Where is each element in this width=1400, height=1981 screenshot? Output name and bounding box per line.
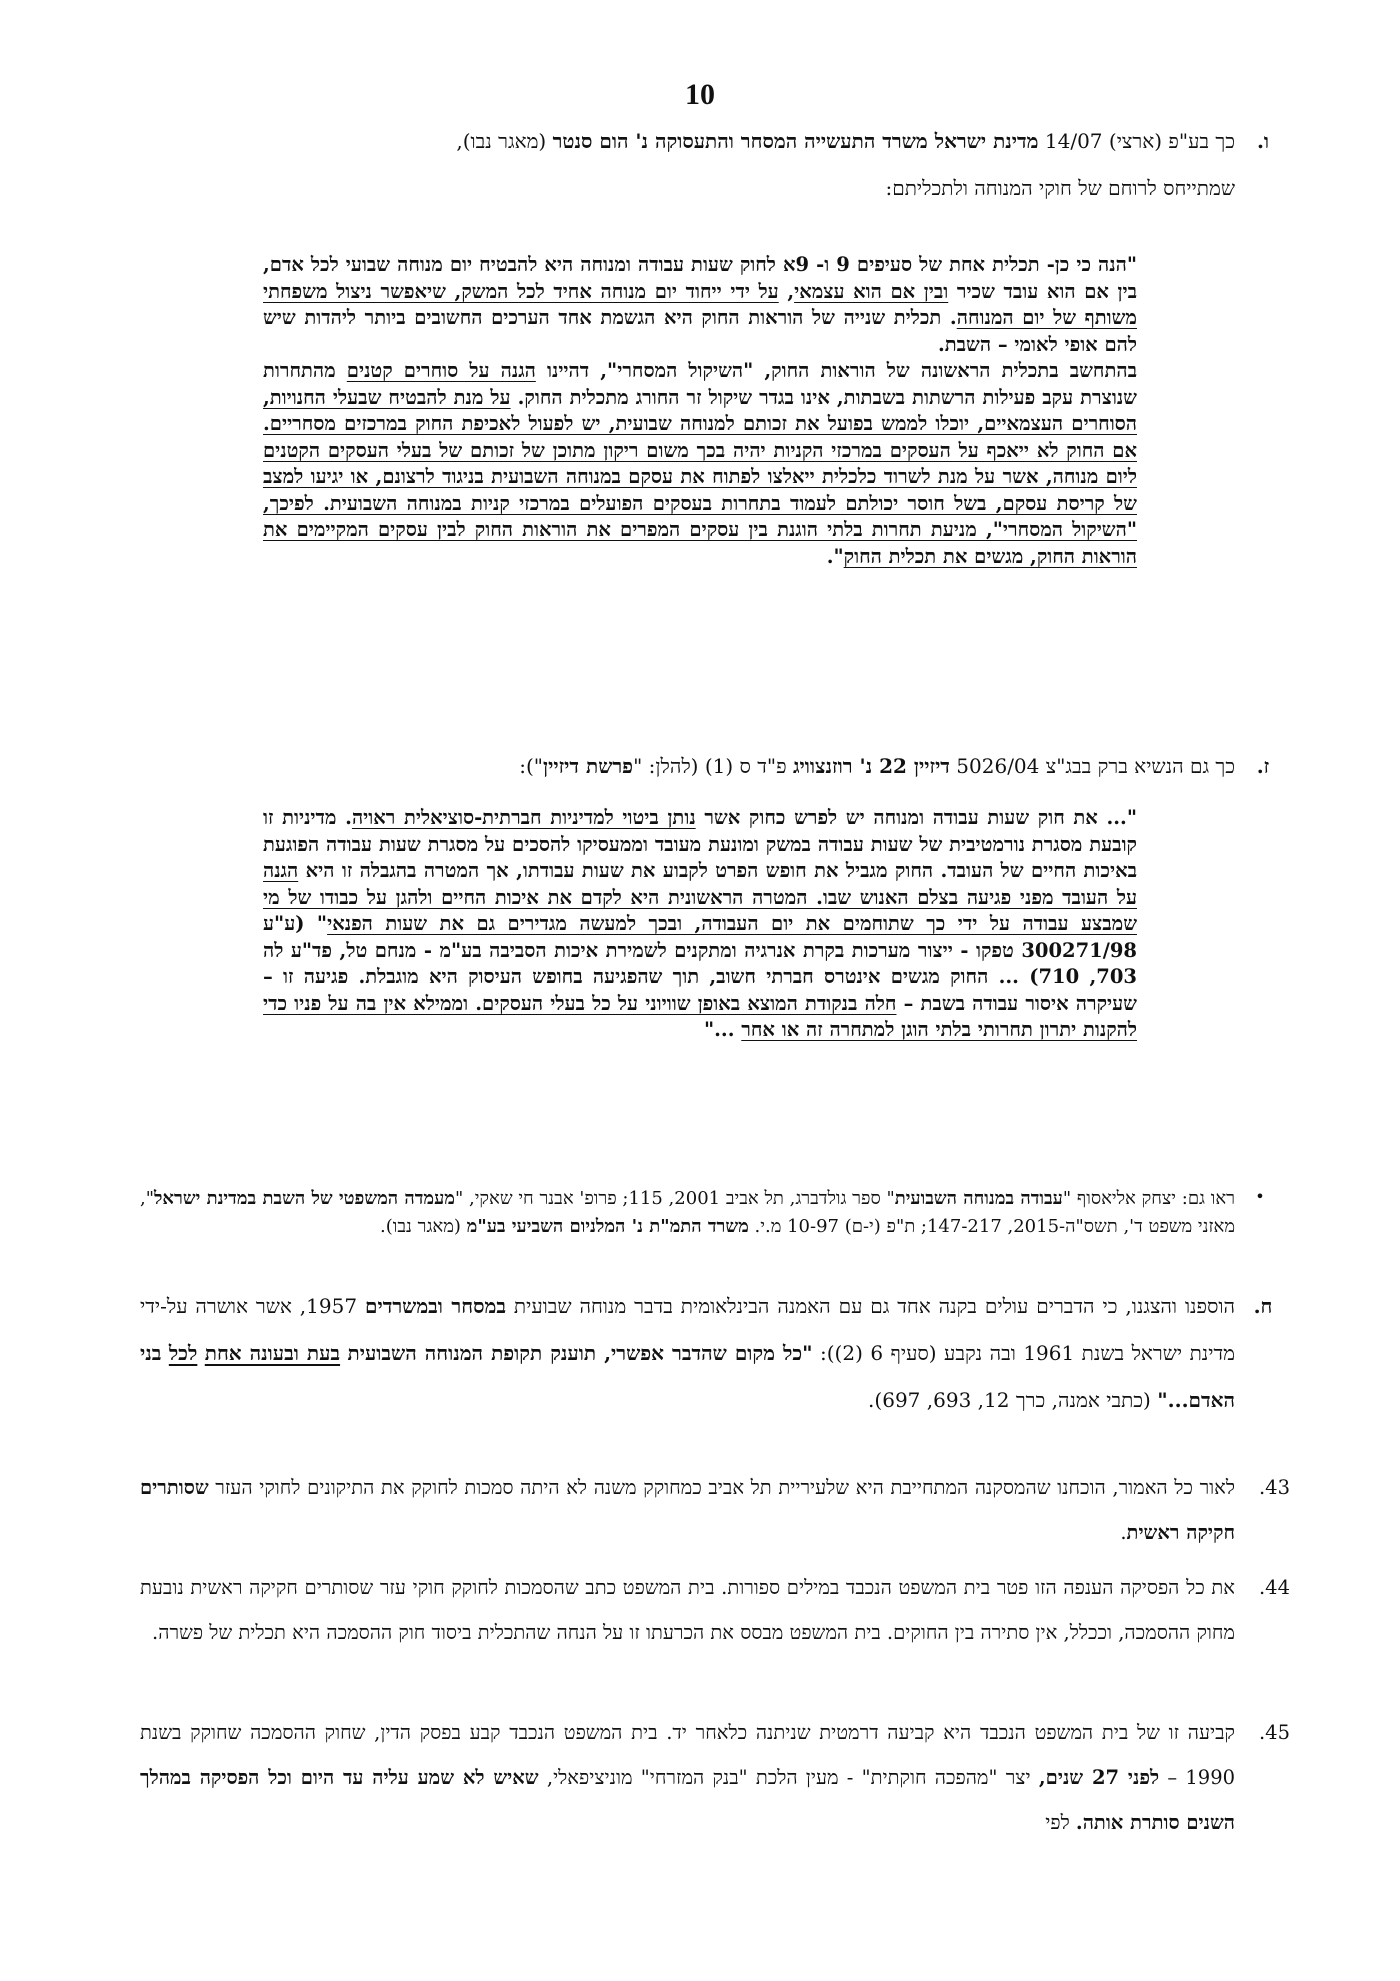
item-h-u1: בעת ובעונה אחת (204, 1341, 341, 1365)
paragraph-45-b2: שאיש לא שמע עליה עד היום וכל הפסיקה במהלך השנים סותרת אותה. (140, 1766, 1235, 1834)
paragraph-45-b1: לפני 27 שנים, (1038, 1766, 1160, 1789)
note-p3: ", מאזני משפט ד', תשס"ה-2015, 147-217; ת"פ (י-ם) 10-97 מ.י. (140, 1188, 1235, 1237)
note-p4: (מאגר נבו). (380, 1216, 461, 1237)
quote1-p2-end: ". (826, 544, 844, 568)
note-p1: ראו גם: יצחק אליאסוף " (1062, 1188, 1235, 1209)
item-v-intro: כך בע"פ (ארצי) 14/07 (1044, 129, 1235, 153)
paragraph-44-number: .44 (1258, 1576, 1290, 1599)
quote2-u2: הגנה על העובד מפני פגיעה בצלם האנוש שבו. המטרה הראשונית היא לקדם את איכות החיים ולהגן על כבודו של מי שמבצע עבודה על ידי כך שתוחמים את יום העבודה, ובכך למעשה מגדירים גם את שעות הפנאי (263, 859, 1137, 935)
paragraph-44 (140, 1565, 1290, 1655)
paragraph-43-number: .43 (1258, 1476, 1290, 1499)
item-z-mid: פ"ד ס (1) (להלן: " (633, 754, 787, 778)
item-v-parties: מדינת ישראל משרד התעשייה המסחר והתעסוקה נ' הום סנטר (552, 129, 1039, 153)
item-h-p3: (כתבי אמנה, כרך 12, 693, 697). (868, 1388, 1151, 1412)
paragraph-43-bold: שסותרים חקיקה ראשית (140, 1476, 1235, 1544)
note-p2: " ספר גולדברג, תל אביב 2001, 115; פרופ' אבנר חי שאקי, " (454, 1188, 895, 1209)
item-h-b2: "כל מקום שהדבר אפשרי, תוענק תקופת המנוחה השבועית (347, 1341, 813, 1365)
paragraph-45-p2: יצר "מהפכה חוקתית" - מעין הלכת "בנק המזרחי" מוניציפאלי, (546, 1766, 1031, 1789)
item-z-intro: כך גם הנשיא ברק בבג"צ 5026/04 (956, 754, 1235, 778)
note-t2: מעמדה המשפטי של השבת במדינת ישראל (154, 1188, 455, 1209)
quote1-sep: , (787, 279, 795, 303)
item-h-b1: במסחר ובמשרדים (364, 1294, 506, 1318)
item-h-b3: בני האדם..." (140, 1341, 1235, 1412)
item-v-line2: שמתייחס לרוחם של חוקי המנוחה ולתכליתם: (885, 176, 1235, 200)
note-t1: עבודה במנוחה השבועית (894, 1188, 1063, 1209)
quote-design-22 (263, 805, 1137, 1044)
item-z-parties: דיזיין 22 נ' רוזנצוויג (792, 754, 950, 778)
item-z-marker: ז. (1256, 754, 1270, 778)
item-z-end: "): (519, 754, 544, 778)
quote2-u1: נותן ביטוי למדיניות חברתית-סוציאלית ראויה (351, 806, 696, 829)
paragraph-45-p1: קביעה זו של בית המשפט הנכבד היא קביעה דרמטית שניתנה כלאחר יד. בית המשפט הנכבד קבע בפסק הדין, שחוק ההסמכה שחוקק בשנת 1990 – (140, 1721, 1236, 1789)
item-h-p1: הוספנו והצגנו, כי הדברים עולים בקנה אחד גם עם האמנה הבינלאומית בדבר מנוחה שבועית (513, 1294, 1236, 1318)
item-h (140, 1283, 1273, 1424)
quote2-u3: חלה בנקודת המוצא באופן שוויוני על כל בעלי העסקים. וממילא אין בה על פניו כדי להקנות יתרון תחרותי בלתי הוגן למתחרה זה או אחר (263, 991, 1137, 1041)
quote2-t2: . מדיניות זו קובעת מסגרת נורמטיבית של שעות עבודה במשק ומונעת מעובד וממעסיקו להסכים על מסגרת שעות עבודה הפוגעת באיכות החיים של העובד. החוק מגביל את חופש הפרט לקבוע את שעות עבודתו, אך המטרה בהגבלה זו היא (263, 806, 1137, 882)
item-v-source: (מאגר נבו), (456, 129, 547, 153)
item-z (140, 743, 1270, 790)
quote1-u2: על ידי ייחוד יום מנוחה אחיד לכל המשק, שיאפשר ניצול משפחתי משותף של יום המנוחה (263, 279, 1137, 329)
note-t3: משרד התמ"ת נ' המלניום השביעי בע"מ (466, 1216, 749, 1237)
quote1-p2-u2: על מנת להבטיח שבעלי החנויות, הסוחרים העצמאיים, יוכלו לממש בפועל את זכותם למנוחה שבועית, יש לפעול לאכיפת החוק במרכזים מסחריים. אם החוק לא ייאכף על העסקים במרכזי הקניות יהיה בכך משום ריקון מתוכן של זכותם של בעלי העסקים הקטנים ליום מנוחה, אשר על מנת לשרוד כלכלית ייאלצו לפתוח את עסקם במנוחה השבועית בניגוד לרצונם, או יגיעו למצב של קריסת עסקם, בשל חוסר יכולתם לעמוד בתחרות בעסקים הפועלים במרכזי קניות במנוחה השבועית. לפיכך, "השיקול המסחרי", מניעת תחרות בלתי הוגנת בין עסקים המפרים את הוראות החוק לבין עסקים המקיימים את הוראות החוק, מגשים את תכלית החוק (263, 385, 1137, 568)
item-z-short: פרשת דיזיין (543, 754, 634, 778)
paragraph-43-end: . (1120, 1521, 1127, 1544)
quote1-p2-mid: מהתחרות שנוצרת עקב פעילות הרשתות בשבתות, אינו בגדר שיקול זר החורג מתכלית החוק. (263, 359, 1137, 409)
paragraph-43-text: לאור כל האמור, הוכחנו שהמסקנה המתחייבת היא שלעיריית תל אביב כמחוקק משנה לא היתה סמכות לחוקק את התיקונים לחוקי העזר (215, 1476, 1235, 1499)
paragraph-44-text: את כל הפסיקה הענפה הזו פטר בית המשפט הנכבד במילים ספורות. בית המשפט כתב שהסמכות לחוקק חוקי עזר שסותרים חקיקה ראשית נובעת מחוק ההסמכה, וככלל, אין סתירה בין החוקים. בית המשפט מבסס את הכרעתו זו על הנחה שהתכלית ביסוד חוק ההסמכה היא תכלית של פשרה. (140, 1576, 1235, 1644)
quote1-rest: . תכלית שנייה של הוראות החוק היא הגשמת אחד הערכים החשובים ביותר ליהדות שיש להם אופי לאומי – השבת. (263, 306, 1137, 356)
quote1-p2-u1: הגנה על סוחרים קטנים (346, 359, 536, 382)
item-h-p2: 1957, אשר אושרה על-ידי מדינת ישראל בשנת 1961 ובה נקבע (סעיף 6 (2)): (140, 1294, 1236, 1365)
quote2-open: "... את חוק שעות עבודה ומנוחה יש לפרש כחוק אשר (704, 806, 1138, 829)
quote1-p2: בהתחשב בתכלית הראשונה של הוראות החוק, "השיקול המסחרי", דהיינו (546, 359, 1137, 382)
bullet-icon: • (1255, 1187, 1265, 1206)
item-h-marker: ח. (1253, 1294, 1273, 1318)
item-h-u2: לכל (168, 1341, 198, 1365)
page-number: 10 (685, 78, 715, 111)
item-v (140, 118, 1270, 212)
paragraph-45-number: .45 (1258, 1721, 1290, 1744)
quote-home-center (263, 252, 1137, 570)
see-also-note (140, 1185, 1265, 1241)
paragraph-45-p3: לפי (1045, 1811, 1070, 1834)
quote2-close: ..." (703, 1018, 735, 1041)
paragraph-45 (140, 1710, 1290, 1845)
quote1-u1: ובין אם הוא עצמאי (794, 279, 949, 303)
quote2-t3: " (ע"ע 300271/98 טפקו - ייצור מערכות בקרת אנרגיה ומתקנים לשמירת איכות הסביבה בע"מ - מנחם טל, פד"ע לה 703, 710) ... החוק מגשים אינטרס חברתי חשוב, תוך שהפגיעה בחופש העיסוק היא מוגבלת. פגיעה זו – שעיקרה איסור עבודה בשבת – (263, 912, 1138, 1015)
item-v-marker: ו. (1256, 129, 1270, 153)
paragraph-43 (140, 1465, 1290, 1555)
quote1-p1: "הנה כי כן- תכלית אחת של סעיפים 9 ו- 9א לחוק שעות עבודה ומנוחה היא להבטיח יום מנוחה שבועי לכל אדם, בין אם הוא עובד שכיר (263, 253, 1137, 303)
